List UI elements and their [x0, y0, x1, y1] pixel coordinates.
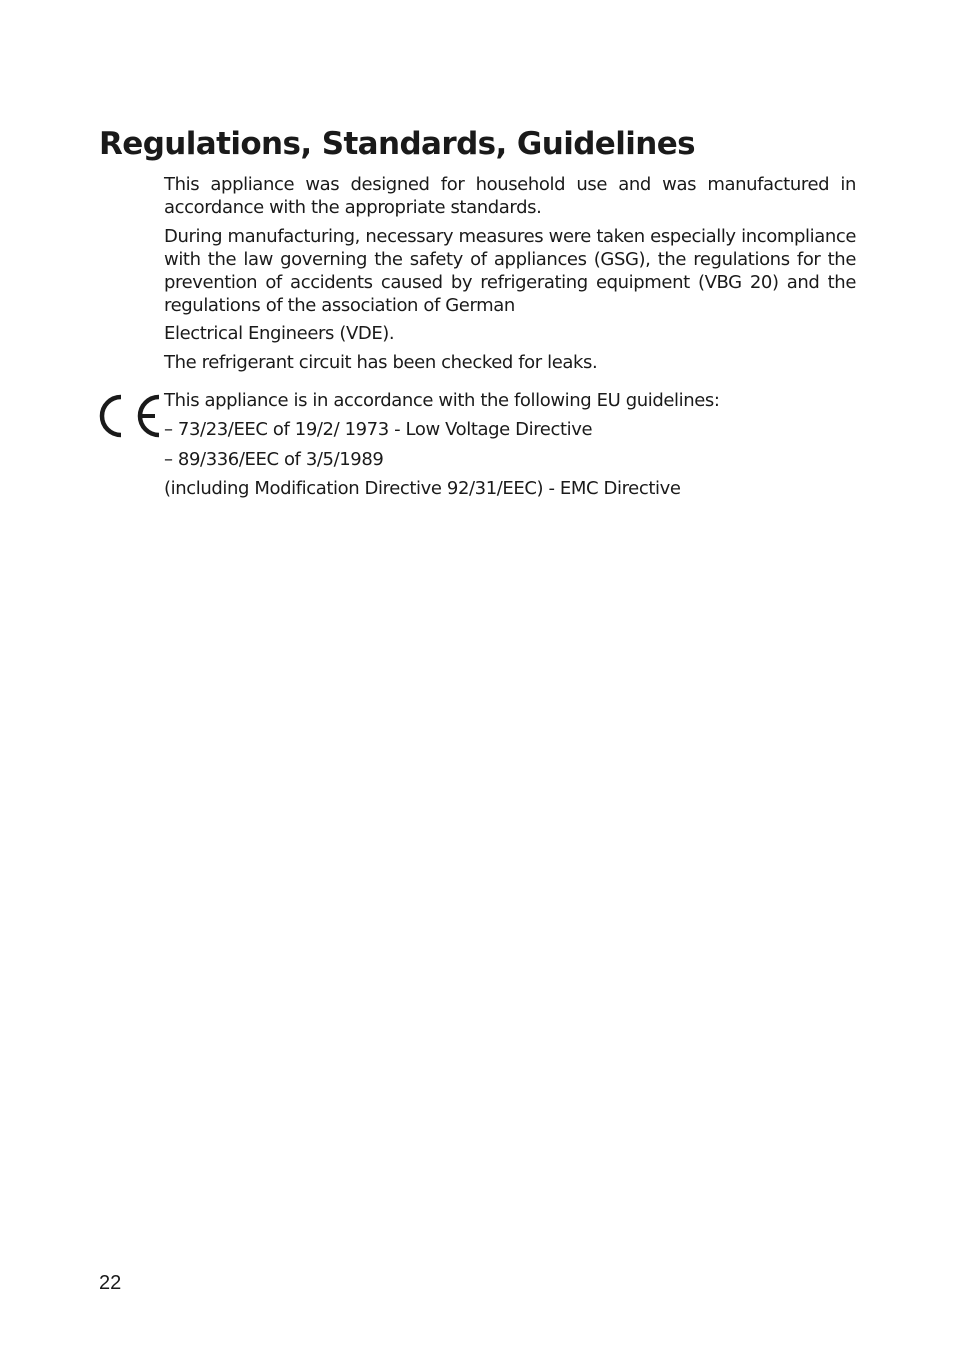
eu-guideline-emc-directive: (including Modification Directive 92/31/EEC) - EMC Directive — [164, 478, 681, 499]
eu-guideline-low-voltage: – 73/23/EEC of 19/2/ 1973 - Low Voltage Directive — [164, 419, 593, 440]
paragraph-manufacturing-measures: During manufacturing, necessary measures were taken especially incompliance with the law governing the safety of appliances (GSG), the regulations for the prevention of accidents caused by refrigerating equipment (VBG 20) and the regulations of the association of German — [164, 226, 856, 316]
ce-mark-icon — [99, 393, 161, 439]
paragraph-household-use: This appliance was designed for household use and was manufactured in accordance with the appropriate standards. — [164, 174, 856, 218]
paragraph-vde: Electrical Engineers (VDE). — [164, 323, 395, 344]
eu-guidelines-intro: This appliance is in accordance with the following EU guidelines: — [164, 390, 720, 411]
page-number: 22 — [99, 1272, 122, 1294]
page-title: Regulations, Standards, Guidelines — [99, 126, 696, 162]
eu-guideline-emc-date: – 89/336/EEC of 3/5/1989 — [164, 449, 384, 470]
paragraph-refrigerant-circuit: The refrigerant circuit has been checked for leaks. — [164, 352, 598, 373]
